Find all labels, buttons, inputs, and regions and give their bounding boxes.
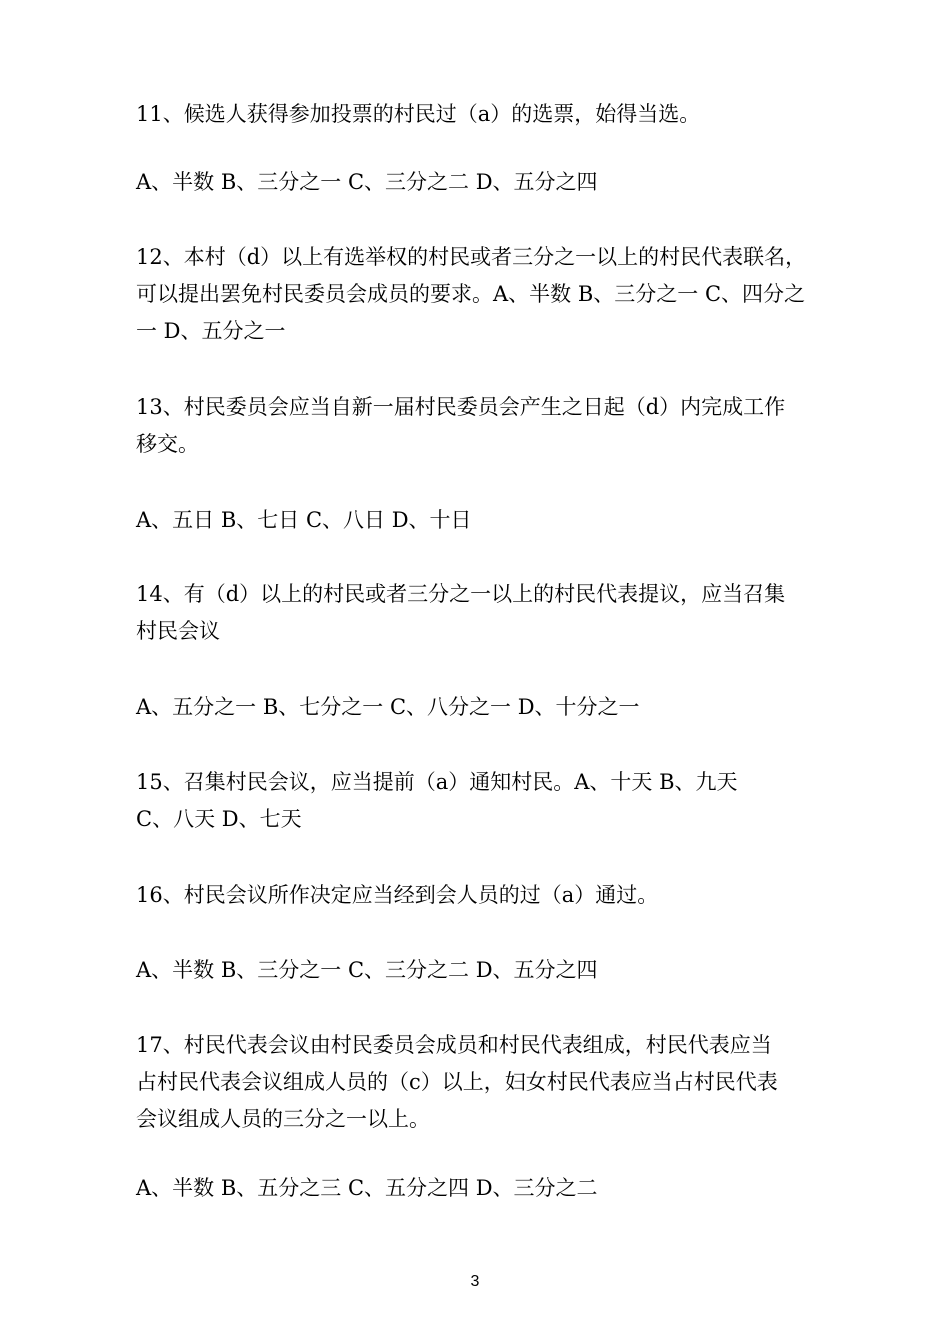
question-11 bbox=[136, 96, 836, 133]
text-line: 17、村民代表会议由村民委员会成员和村民代表组成，村民代表应当 bbox=[136, 1033, 772, 1057]
text-line: A、五日 B、七日 C、八日 D、十日 bbox=[136, 508, 472, 532]
question-14 bbox=[136, 576, 836, 650]
text-line: 占村民代表会议组成人员的（c）以上，妇女村民代表应当占村民代表 bbox=[136, 1070, 778, 1094]
question-11-options bbox=[136, 164, 836, 201]
question-16 bbox=[136, 877, 836, 914]
text-line: 12、本村（d）以上有选举权的村民或者三分之一以上的村民代表联名， bbox=[136, 245, 807, 269]
question-14-options bbox=[136, 689, 836, 726]
text-line: 15、召集村民会议，应当提前（a）通知村民。A、十天 B、九天 bbox=[136, 770, 738, 794]
text-line: 村民会议 bbox=[136, 619, 220, 643]
question-17-options bbox=[136, 1170, 836, 1207]
text-line: 16、村民会议所作决定应当经到会人员的过（a）通过。 bbox=[136, 883, 659, 907]
text-line: 13、村民委员会应当自新一届村民委员会产生之日起（d）内完成工作 bbox=[136, 395, 786, 419]
text-line: 移交。 bbox=[136, 432, 199, 456]
page-number: 3 bbox=[470, 1273, 480, 1290]
question-17 bbox=[136, 1027, 836, 1138]
text-line: A、五分之一 B、七分之一 C、八分之一 D、十分之一 bbox=[136, 695, 640, 719]
question-13-options bbox=[136, 502, 836, 539]
text-line: C、八天 D、七天 bbox=[136, 807, 302, 831]
text-line: 可以提出罢免村民委员会成员的要求。A、半数 B、三分之一 C、四分之 bbox=[136, 282, 806, 306]
text-line: 会议组成人员的三分之一以上。 bbox=[136, 1107, 430, 1131]
text-line: A、半数 B、三分之一 C、三分之二 D、五分之四 bbox=[136, 958, 598, 982]
text-line: A、半数 B、五分之三 C、五分之四 D、三分之二 bbox=[136, 1176, 598, 1200]
text-line: 一 D、五分之一 bbox=[136, 319, 286, 343]
question-16-options bbox=[136, 952, 836, 989]
text-line: 11、候选人获得参加投票的村民过（a）的选票，始得当选。 bbox=[136, 102, 701, 126]
question-15 bbox=[136, 764, 836, 838]
text-line: A、半数 B、三分之一 C、三分之二 D、五分之四 bbox=[136, 170, 598, 194]
question-13 bbox=[136, 389, 836, 463]
question-12 bbox=[136, 239, 836, 350]
text-line: 14、有（d）以上的村民或者三分之一以上的村民代表提议，应当召集 bbox=[136, 582, 786, 606]
